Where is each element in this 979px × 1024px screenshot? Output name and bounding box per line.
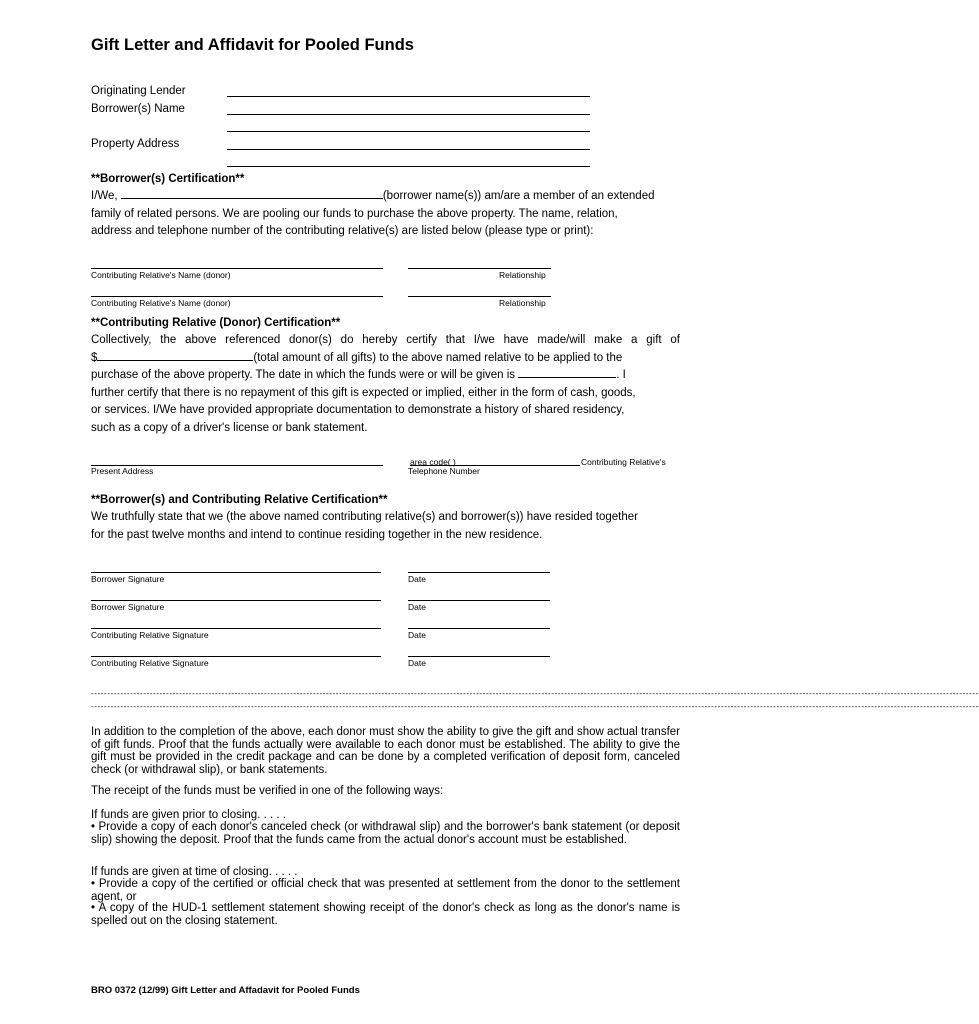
date-label-3: Date <box>408 630 426 640</box>
joint-cert-heading: **Borrower(s) and Contributing Relative Certification** <box>91 494 388 506</box>
iwe-label: I/We, <box>91 190 118 202</box>
date-field-2[interactable] <box>408 600 550 601</box>
donor-cert-text <box>91 332 680 437</box>
borrower-cert-text <box>91 188 680 241</box>
date-label-4: Date <box>408 658 426 668</box>
dollar-sign: $ <box>91 351 98 364</box>
donor-cert-line5: or services. I/We have provided appropriate documentation to demonstrate a history of shared residency, <box>91 404 625 416</box>
borrowers-name-field-2[interactable] <box>227 131 590 132</box>
gift-date-suffix: . I <box>616 369 626 381</box>
date-field-1[interactable] <box>408 572 550 573</box>
area-code-label: area code( ) <box>410 457 456 467</box>
property-address-field-2[interactable] <box>227 166 590 167</box>
relative-name-field-1[interactable] <box>91 268 383 269</box>
property-address-label: Property Address <box>91 138 180 150</box>
prior-closing-bullet: • Provide a copy of each donor's canceled check (or withdrawal slip) and the borrower's bank statement (or deposit slip) showing the deposit. Proof that the funds came from the actual donor's account must be established. <box>91 821 680 846</box>
instructions-paragraph-2: The receipt of the funds must be verified in one of the following ways: <box>91 785 444 797</box>
joint-cert-line2: for the past twelve months and intend to continue residing together in the new residence. <box>91 528 543 541</box>
signature-label-4: Contributing Relative Signature <box>91 658 209 668</box>
borrower-signature-field-2[interactable] <box>91 600 381 601</box>
signature-label-1: Borrower Signature <box>91 574 165 584</box>
date-field-4[interactable] <box>408 656 550 657</box>
donor-cert-line1: Collectively, the above referenced donor(s) do hereby certify that I/we have made/will make a gift of <box>91 334 680 346</box>
date-label-1: Date <box>408 574 426 584</box>
gift-amount-suffix: (total amount of all gifts) to the above named relative to be applied to the <box>253 351 623 364</box>
signature-label-3: Contributing Relative Signature <box>91 630 209 640</box>
separator-line-2: -------------------------------------------------------------------------------------------------------------------------------------------------------------------------------------------------------------------------------------------------------------------------------- <box>91 702 979 711</box>
donor-cert-heading: **Contributing Relative (Donor) Certification** <box>91 317 341 329</box>
borrower-names-suffix: (borrower name(s)) am/are a member of an extended <box>382 190 655 202</box>
donor-cert-line6: such as a copy of a driver's license or bank statement. <box>91 421 368 434</box>
relative-name-label-2: Contributing Relative's Name (donor) <box>91 298 231 308</box>
donor-cert-line4: further certify that there is no repayment of this gift is expected or implied, either in the form of cash, goods, <box>91 386 636 399</box>
originating-lender-label: Originating Lender <box>91 85 186 97</box>
relative-name-field-2[interactable] <box>91 296 383 297</box>
borrower-cert-line2: family of related persons. We are pooling our funds to purchase the above property. The name, relation, <box>91 207 618 220</box>
present-address-label: Present Address <box>91 466 154 476</box>
relationship-field-2[interactable] <box>408 296 551 297</box>
property-address-field[interactable] <box>227 149 590 150</box>
at-closing-bullet-2: • A copy of the HUD-1 settlement statement showing receipt of the donor's check as long as the donor's name is spelled out on the closing statement. <box>91 902 680 927</box>
relationship-label-1: Relationship <box>499 270 546 280</box>
at-closing-heading: If funds are given at time of closing. . . . . <box>91 866 298 878</box>
borrower-cert-line3: address and telephone number of the contributing relative(s) are listed below (please type or print): <box>91 225 594 237</box>
borrower-signature-field-1[interactable] <box>91 572 381 573</box>
relative-signature-field-2[interactable] <box>91 656 381 657</box>
date-label-2: Date <box>408 602 426 612</box>
joint-cert-line1: We truthfully state that we (the above named contributing relative(s) and borrower(s)) have resided together <box>91 511 638 523</box>
relationship-label-2: Relationship <box>499 298 546 308</box>
prior-closing-heading: If funds are given prior to closing. . . . . <box>91 809 286 821</box>
relative-name-label-1: Contributing Relative's Name (donor) <box>91 270 231 280</box>
borrower-names-field[interactable] <box>121 188 383 199</box>
page-title: Gift Letter and Affidavit for Pooled Funds <box>91 36 414 54</box>
joint-cert-text <box>91 509 680 544</box>
form-footer: BRO 0372 (12/99) Gift Letter and Affadavit for Pooled Funds <box>91 985 360 996</box>
gift-amount-field[interactable] <box>97 350 253 361</box>
originating-lender-field[interactable] <box>227 96 590 97</box>
signature-label-2: Borrower Signature <box>91 602 165 612</box>
contributing-relatives-label: Contributing Relative's <box>581 457 666 467</box>
separator-line-1: -------------------------------------------------------------------------------------------------------------------------------------------------------------------------------------------------------------------------------------------------------------------------------- <box>91 689 979 698</box>
at-closing-bullet-1: • Provide a copy of the certified or official check that was presented at settlement from the donor to the settlement agent, or <box>91 878 680 903</box>
gift-date-prefix: purchase of the above property. The date in which the funds were or will be given is <box>91 369 516 381</box>
gift-date-field[interactable] <box>518 367 616 378</box>
relationship-field-1[interactable] <box>408 268 551 269</box>
borrowers-name-label: Borrower(s) Name <box>91 103 185 115</box>
instructions-paragraph-1: In addition to the completion of the above, each donor must show the ability to give the gift and show actual transfer of gift funds. Proof that the funds actually were available to each donor must be established. The ability to give the gift must be provided in the credit package and can be done by a completed verification of deposit form, canceled check (or withdrawal slip), or bank statements. <box>91 726 680 776</box>
borrower-cert-heading: **Borrower(s) Certification** <box>91 173 245 185</box>
telephone-label: Telephone Number <box>408 466 480 476</box>
borrowers-name-field[interactable] <box>227 114 590 115</box>
relative-signature-field-1[interactable] <box>91 628 381 629</box>
date-field-3[interactable] <box>408 628 550 629</box>
